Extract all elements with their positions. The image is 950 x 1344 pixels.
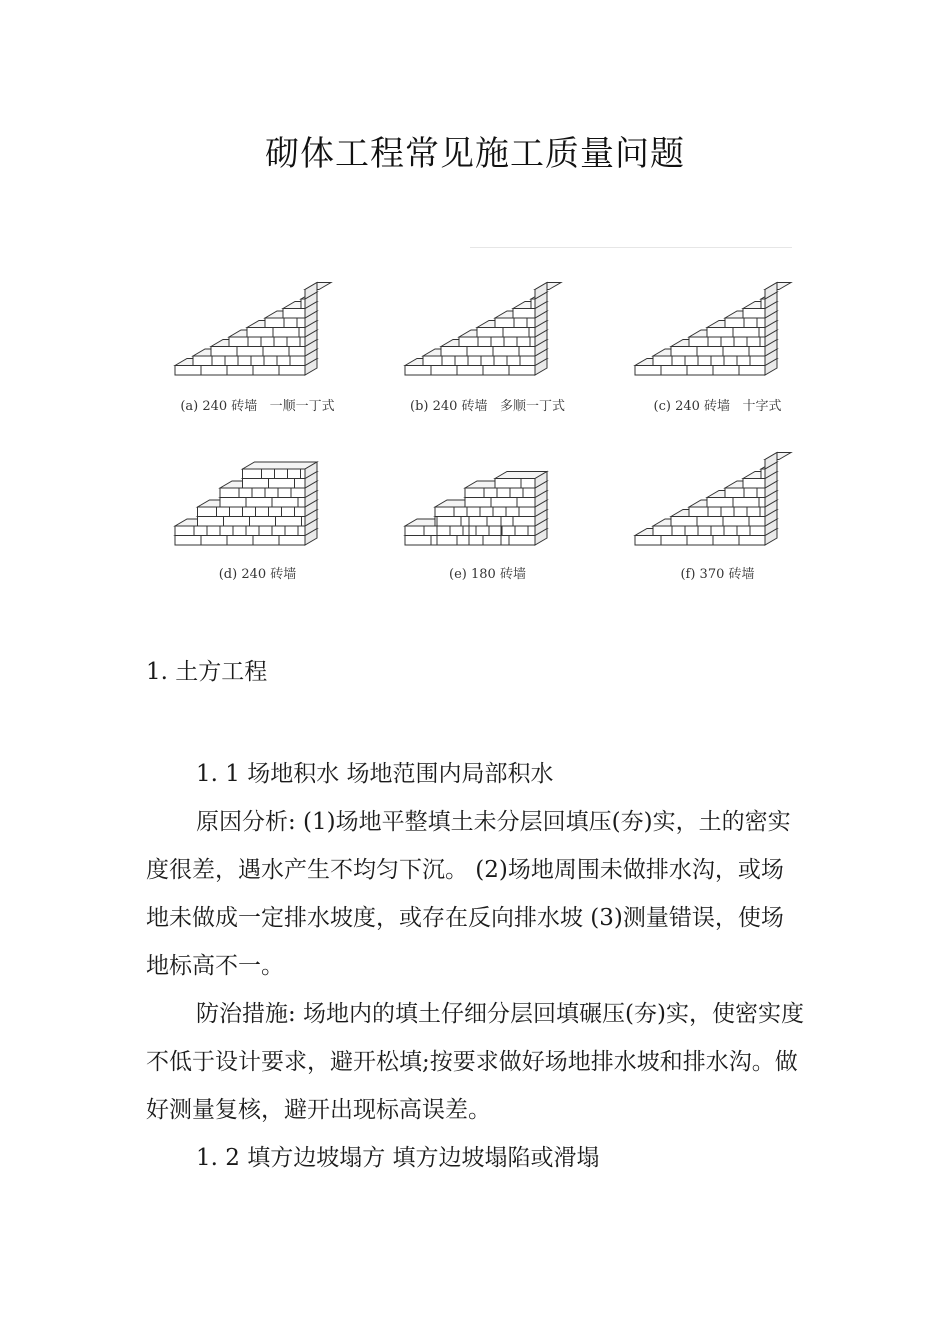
brick-line <box>211 347 305 357</box>
brick-line <box>198 507 306 517</box>
brick-line <box>477 328 535 338</box>
caption-e: (e) 180 砖墙 <box>449 567 526 582</box>
brick-line <box>220 498 305 508</box>
brick-line <box>243 469 306 479</box>
page-title: 砌体工程常见施工质量问题 <box>265 134 685 174</box>
brick-line <box>175 366 305 376</box>
caption-d: (d) 240 砖墙 <box>218 567 297 582</box>
brick-wall-panel-c <box>610 250 825 420</box>
caption-a: (a) 240 砖墙 一顺一丁式 <box>180 399 335 414</box>
brick-line <box>743 309 765 319</box>
brick-wall-panel-a <box>150 250 365 420</box>
brick-line <box>405 366 535 376</box>
brick-wall-illustration-d <box>150 420 365 560</box>
brick-line <box>689 507 765 517</box>
brick-wall-illustration-c <box>610 250 825 390</box>
brick-line <box>635 536 765 546</box>
brick-line <box>689 337 765 347</box>
brick-line <box>707 328 765 338</box>
caption-c: (c) 240 砖墙 十字式 <box>653 399 782 414</box>
brick-wall-panel-d <box>150 420 365 590</box>
brick-line <box>459 337 535 347</box>
brick-wall-panel-e <box>380 420 595 590</box>
brick-line <box>653 356 765 366</box>
brick-line <box>193 356 305 366</box>
brick-line <box>441 347 535 357</box>
brick-line <box>229 337 305 347</box>
brick-line <box>283 309 305 319</box>
caption-f: (f) 370 砖墙 <box>680 567 755 582</box>
brick-line <box>220 488 305 498</box>
brick-line <box>495 318 535 328</box>
brick-line <box>531 299 535 309</box>
brick-line <box>653 526 765 536</box>
caption-b: (b) 240 砖墙 多顺一丁式 <box>410 399 565 414</box>
brick-wall-illustration-b <box>380 250 595 390</box>
brick-line <box>465 498 535 508</box>
brick-line <box>743 479 765 489</box>
section-heading-1: 1. 土方工程 <box>146 659 268 685</box>
cause-analysis-paragraph: 原因分析: (1)场地平整填土未分层回填压(夯)实，土的密实度很差，遇水产生不均匀下沉。 (2)场地周围未做排水沟，或场地未做成一定排水坡度，或存在反向排水坡 (3)测量错误，使场地标高不一。 <box>146 809 791 979</box>
brick-line <box>725 488 765 498</box>
brick-line <box>465 488 535 498</box>
brick-wall-illustration-f <box>610 420 825 560</box>
brick-wall-panel-b <box>380 250 595 420</box>
brick-line <box>423 356 535 366</box>
brick-line <box>198 517 306 527</box>
brick-line <box>435 507 535 517</box>
brick-line <box>761 469 765 479</box>
brick-line <box>175 536 305 546</box>
brick-line <box>435 517 535 527</box>
brick-line <box>671 517 765 527</box>
prevention-measures-paragraph: 防治措施: 场地内的填土仔细分层回填碾压(夯)实，使密实度不低于设计要求，避开松填;按要求做好场地排水坡和排水沟。做好测量复核，避开出现标高误差。 <box>146 1001 805 1123</box>
brick-line <box>725 318 765 328</box>
section-heading-1-2: 1. 2 填方边坡塌方 填方边坡塌陷或滑塌 <box>196 1145 600 1171</box>
brick-line <box>635 366 765 376</box>
brick-line <box>513 309 535 319</box>
brick-line <box>301 299 305 309</box>
brick-line <box>761 299 765 309</box>
section-heading-1-1: 1. 1 场地积水 场地范围内局部积水 <box>196 761 554 787</box>
brick-line <box>247 328 305 338</box>
brick-line <box>671 347 765 357</box>
brick-line <box>243 479 306 489</box>
brick-wall-panel-f <box>610 420 825 590</box>
brick-wall-illustration-e <box>380 420 595 560</box>
brick-line <box>405 536 535 546</box>
brick-line <box>495 479 535 489</box>
divider-line <box>470 247 792 248</box>
brick-wall-illustration-a <box>150 250 365 390</box>
brick-line <box>265 318 305 328</box>
brick-line <box>707 498 765 508</box>
brick-wall-figure <box>150 250 795 590</box>
